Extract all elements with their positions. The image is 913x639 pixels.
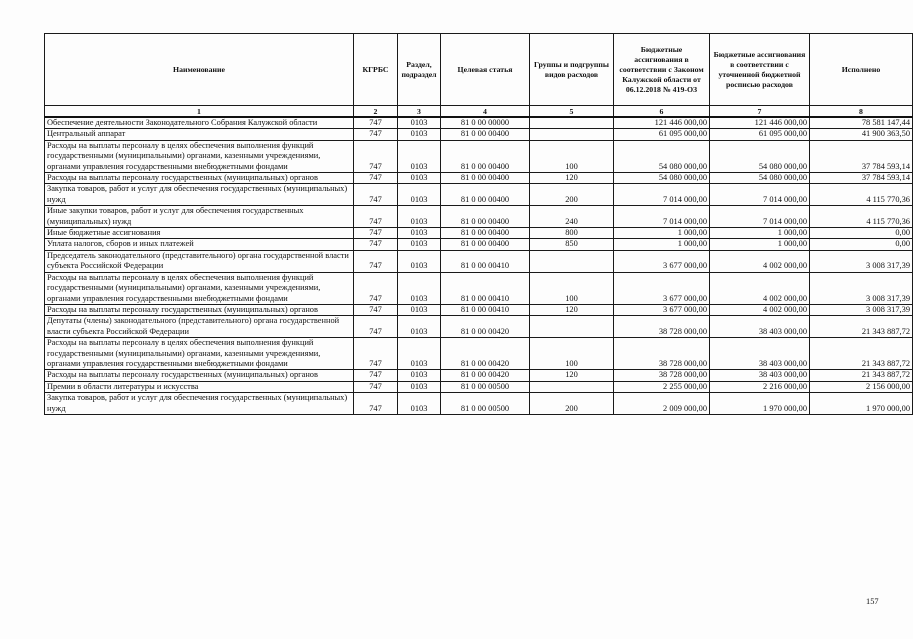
cell-kgrbs: 747 bbox=[354, 129, 398, 140]
cell-group: 120 bbox=[530, 173, 614, 184]
header-section: Раздел, подраздел bbox=[398, 34, 441, 106]
cell-group: 200 bbox=[530, 393, 614, 415]
cell-target: 81 0 00 00420 bbox=[441, 338, 530, 370]
table-row bbox=[45, 117, 913, 129]
cell-kgrbs: 747 bbox=[354, 184, 398, 206]
cell-updated-allocation: 4 002 000,00 bbox=[710, 272, 810, 304]
cell-section: 0103 bbox=[398, 338, 441, 370]
cell-target: 81 0 00 00420 bbox=[441, 370, 530, 381]
cell-group: 100 bbox=[530, 140, 614, 172]
cell-target: 81 0 00 00000 bbox=[441, 117, 530, 129]
cell-updated-allocation: 38 403 000,00 bbox=[710, 370, 810, 381]
cell-updated-allocation: 54 080 000,00 bbox=[710, 173, 810, 184]
cell-name: Расходы на выплаты персоналу в целях обеспечения выполнения функций государственными (муниципальными) органами, казенными учреждениями, органами управления государственными внебюджетными фондами bbox=[45, 338, 354, 370]
cell-law-allocation: 7 014 000,00 bbox=[614, 184, 710, 206]
cell-executed: 4 115 770,36 bbox=[810, 184, 913, 206]
cell-kgrbs: 747 bbox=[354, 316, 398, 338]
cell-name: Закупка товаров, работ и услуг для обеспечения государственных (муниципальных) нужд bbox=[45, 393, 354, 415]
cell-section: 0103 bbox=[398, 304, 441, 315]
cell-executed: 41 900 363,50 bbox=[810, 129, 913, 140]
cell-kgrbs: 747 bbox=[354, 381, 398, 392]
column-number: 5 bbox=[530, 106, 614, 118]
cell-kgrbs: 747 bbox=[354, 228, 398, 239]
cell-kgrbs: 747 bbox=[354, 338, 398, 370]
cell-executed: 3 008 317,39 bbox=[810, 304, 913, 315]
cell-group bbox=[530, 316, 614, 338]
cell-section: 0103 bbox=[398, 370, 441, 381]
cell-updated-allocation: 38 403 000,00 bbox=[710, 316, 810, 338]
column-number: 1 bbox=[45, 106, 354, 118]
cell-executed: 78 581 147,44 bbox=[810, 117, 913, 129]
column-number: 3 bbox=[398, 106, 441, 118]
budget-table bbox=[44, 33, 913, 415]
cell-executed: 37 784 593,14 bbox=[810, 173, 913, 184]
cell-name: Депутаты (члены) законодательного (представительного) органа государственной власти субъекта Российской Федерации bbox=[45, 316, 354, 338]
cell-section: 0103 bbox=[398, 228, 441, 239]
cell-target: 81 0 00 00400 bbox=[441, 173, 530, 184]
cell-executed: 0,00 bbox=[810, 239, 913, 250]
cell-updated-allocation: 121 446 000,00 bbox=[710, 117, 810, 129]
cell-law-allocation: 54 080 000,00 bbox=[614, 173, 710, 184]
table-row bbox=[45, 173, 913, 184]
cell-target: 81 0 00 00410 bbox=[441, 250, 530, 272]
cell-law-allocation: 3 677 000,00 bbox=[614, 272, 710, 304]
column-number: 7 bbox=[710, 106, 810, 118]
cell-section: 0103 bbox=[398, 206, 441, 228]
cell-executed: 3 008 317,39 bbox=[810, 250, 913, 272]
cell-updated-allocation: 1 000,00 bbox=[710, 239, 810, 250]
cell-group: 100 bbox=[530, 272, 614, 304]
cell-updated-allocation: 4 002 000,00 bbox=[710, 304, 810, 315]
cell-kgrbs: 747 bbox=[354, 370, 398, 381]
cell-target: 81 0 00 00420 bbox=[441, 316, 530, 338]
cell-section: 0103 bbox=[398, 184, 441, 206]
cell-executed: 0,00 bbox=[810, 228, 913, 239]
table-row bbox=[45, 381, 913, 392]
cell-law-allocation: 38 728 000,00 bbox=[614, 316, 710, 338]
header-groups: Группы и подгруппы видов расходов bbox=[530, 34, 614, 106]
cell-law-allocation: 3 677 000,00 bbox=[614, 304, 710, 315]
cell-group bbox=[530, 250, 614, 272]
cell-name: Расходы на выплаты персоналу в целях обеспечения выполнения функций государственными (муниципальными) органами, казенными учреждениями, органами управления государственными внебюджетными фондами bbox=[45, 272, 354, 304]
cell-kgrbs: 747 bbox=[354, 272, 398, 304]
cell-section: 0103 bbox=[398, 381, 441, 392]
cell-section: 0103 bbox=[398, 117, 441, 129]
header-row bbox=[45, 34, 913, 106]
cell-kgrbs: 747 bbox=[354, 239, 398, 250]
cell-executed: 4 115 770,36 bbox=[810, 206, 913, 228]
header-kgrbs: КГРБС bbox=[354, 34, 398, 106]
cell-name: Иные бюджетные ассигнования bbox=[45, 228, 354, 239]
cell-target: 81 0 00 00400 bbox=[441, 228, 530, 239]
table-row bbox=[45, 129, 913, 140]
cell-kgrbs: 747 bbox=[354, 206, 398, 228]
cell-updated-allocation: 4 002 000,00 bbox=[710, 250, 810, 272]
cell-target: 81 0 00 00400 bbox=[441, 239, 530, 250]
table-header bbox=[45, 34, 913, 118]
cell-group bbox=[530, 117, 614, 129]
cell-law-allocation: 7 014 000,00 bbox=[614, 206, 710, 228]
cell-law-allocation: 1 000,00 bbox=[614, 228, 710, 239]
cell-group: 240 bbox=[530, 206, 614, 228]
cell-kgrbs: 747 bbox=[354, 250, 398, 272]
cell-target: 81 0 00 00400 bbox=[441, 129, 530, 140]
table-row bbox=[45, 393, 913, 415]
cell-law-allocation: 38 728 000,00 bbox=[614, 370, 710, 381]
cell-target: 81 0 00 00400 bbox=[441, 140, 530, 172]
cell-section: 0103 bbox=[398, 316, 441, 338]
cell-group bbox=[530, 129, 614, 140]
cell-name: Премии в области литературы и искусства bbox=[45, 381, 354, 392]
cell-section: 0103 bbox=[398, 140, 441, 172]
cell-group: 120 bbox=[530, 370, 614, 381]
cell-kgrbs: 747 bbox=[354, 393, 398, 415]
cell-kgrbs: 747 bbox=[354, 117, 398, 129]
header-updated-allocation: Бюджетные ассигнования в соответствии с уточненной бюджетной росписью расходов bbox=[710, 34, 810, 106]
cell-target: 81 0 00 00410 bbox=[441, 272, 530, 304]
cell-group: 200 bbox=[530, 184, 614, 206]
cell-name: Расходы на выплаты персоналу в целях обеспечения выполнения функций государственными (муниципальными) органами, казенными учреждениями, органами управления государственными внебюджетными фондами bbox=[45, 140, 354, 172]
table-row bbox=[45, 140, 913, 172]
table-row bbox=[45, 370, 913, 381]
table-row bbox=[45, 304, 913, 315]
table-row bbox=[45, 228, 913, 239]
cell-law-allocation: 1 000,00 bbox=[614, 239, 710, 250]
table-row bbox=[45, 184, 913, 206]
cell-law-allocation: 3 677 000,00 bbox=[614, 250, 710, 272]
cell-name: Расходы на выплаты персоналу государственных (муниципальных) органов bbox=[45, 304, 354, 315]
cell-updated-allocation: 54 080 000,00 bbox=[710, 140, 810, 172]
header-target: Целевая статья bbox=[441, 34, 530, 106]
table-row bbox=[45, 338, 913, 370]
cell-executed: 2 156 000,00 bbox=[810, 381, 913, 392]
cell-target: 81 0 00 00500 bbox=[441, 381, 530, 392]
cell-group: 120 bbox=[530, 304, 614, 315]
cell-group: 850 bbox=[530, 239, 614, 250]
cell-section: 0103 bbox=[398, 239, 441, 250]
cell-executed: 37 784 593,14 bbox=[810, 140, 913, 172]
cell-name: Уплата налогов, сборов и иных платежей bbox=[45, 239, 354, 250]
cell-group: 100 bbox=[530, 338, 614, 370]
cell-section: 0103 bbox=[398, 173, 441, 184]
cell-law-allocation: 2 009 000,00 bbox=[614, 393, 710, 415]
cell-section: 0103 bbox=[398, 129, 441, 140]
column-number: 4 bbox=[441, 106, 530, 118]
cell-law-allocation: 2 255 000,00 bbox=[614, 381, 710, 392]
cell-name: Центральный аппарат bbox=[45, 129, 354, 140]
cell-name: Председатель законодательного (представительного) органа государственной власти субъекта Российской Федерации bbox=[45, 250, 354, 272]
cell-executed: 21 343 887,72 bbox=[810, 338, 913, 370]
cell-name: Закупка товаров, работ и услуг для обеспечения государственных (муниципальных) нужд bbox=[45, 184, 354, 206]
cell-name: Иные закупки товаров, работ и услуг для обеспечения государственных (муниципальных) нужд bbox=[45, 206, 354, 228]
cell-target: 81 0 00 00400 bbox=[441, 206, 530, 228]
cell-updated-allocation: 38 403 000,00 bbox=[710, 338, 810, 370]
header-law-allocation: Бюджетные ассигнования в соответствии с Законом Калужской области от 06.12.2018 № 419-ОЗ bbox=[614, 34, 710, 106]
cell-group: 800 bbox=[530, 228, 614, 239]
cell-updated-allocation: 1 000,00 bbox=[710, 228, 810, 239]
cell-law-allocation: 54 080 000,00 bbox=[614, 140, 710, 172]
table-row bbox=[45, 250, 913, 272]
header-name: Наименование bbox=[45, 34, 354, 106]
column-number-row bbox=[45, 106, 913, 118]
cell-target: 81 0 00 00410 bbox=[441, 304, 530, 315]
table-body bbox=[45, 117, 913, 414]
page-number: 157 bbox=[866, 597, 879, 606]
table-row bbox=[45, 206, 913, 228]
cell-name: Расходы на выплаты персоналу государственных (муниципальных) органов bbox=[45, 370, 354, 381]
header-executed: Исполнено bbox=[810, 34, 913, 106]
cell-name: Расходы на выплаты персоналу государственных (муниципальных) органов bbox=[45, 173, 354, 184]
cell-updated-allocation: 61 095 000,00 bbox=[710, 129, 810, 140]
cell-group bbox=[530, 381, 614, 392]
table-row bbox=[45, 272, 913, 304]
cell-executed: 3 008 317,39 bbox=[810, 272, 913, 304]
cell-executed: 1 970 000,00 bbox=[810, 393, 913, 415]
column-number: 2 bbox=[354, 106, 398, 118]
cell-executed: 21 343 887,72 bbox=[810, 370, 913, 381]
column-number: 6 bbox=[614, 106, 710, 118]
table-row bbox=[45, 239, 913, 250]
cell-name: Обеспечение деятельности Законодательного Собрания Калужской области bbox=[45, 117, 354, 129]
cell-section: 0103 bbox=[398, 250, 441, 272]
table-row bbox=[45, 316, 913, 338]
cell-target: 81 0 00 00400 bbox=[441, 184, 530, 206]
cell-law-allocation: 121 446 000,00 bbox=[614, 117, 710, 129]
cell-kgrbs: 747 bbox=[354, 173, 398, 184]
cell-kgrbs: 747 bbox=[354, 140, 398, 172]
cell-updated-allocation: 7 014 000,00 bbox=[710, 206, 810, 228]
cell-updated-allocation: 2 216 000,00 bbox=[710, 381, 810, 392]
cell-section: 0103 bbox=[398, 393, 441, 415]
cell-law-allocation: 61 095 000,00 bbox=[614, 129, 710, 140]
cell-executed: 21 343 887,72 bbox=[810, 316, 913, 338]
cell-updated-allocation: 1 970 000,00 bbox=[710, 393, 810, 415]
cell-law-allocation: 38 728 000,00 bbox=[614, 338, 710, 370]
cell-target: 81 0 00 00500 bbox=[441, 393, 530, 415]
cell-section: 0103 bbox=[398, 272, 441, 304]
column-number: 8 bbox=[810, 106, 913, 118]
cell-kgrbs: 747 bbox=[354, 304, 398, 315]
cell-updated-allocation: 7 014 000,00 bbox=[710, 184, 810, 206]
